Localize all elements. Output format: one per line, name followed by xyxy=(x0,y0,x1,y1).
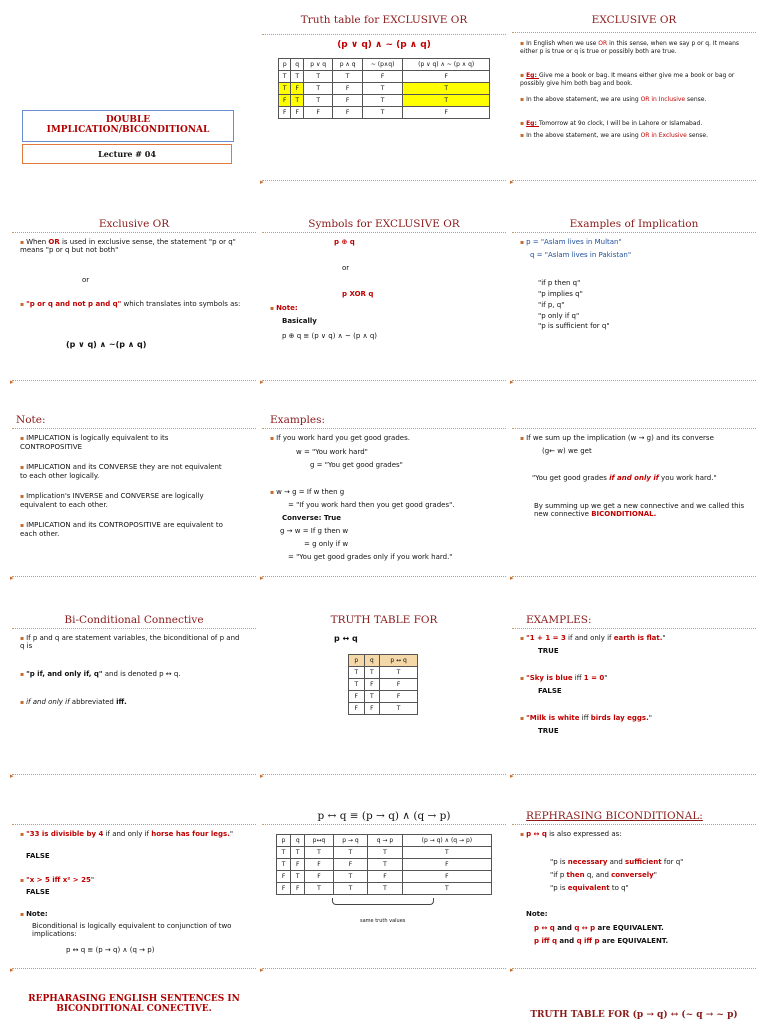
slide-title: Examples: xyxy=(270,414,326,426)
slide-equivalence-table xyxy=(262,810,506,1000)
slide-title: EXAMPLES: xyxy=(526,614,592,626)
bullet-icon: ▪ xyxy=(20,301,25,308)
table-cell: T xyxy=(362,107,403,119)
table-cell: F xyxy=(333,107,362,119)
slide-xor-symbols xyxy=(262,218,506,408)
truth-table xyxy=(276,834,492,895)
divider xyxy=(512,232,756,233)
slide-title: Exclusive OR xyxy=(98,218,170,230)
bullet-icon: ▪ xyxy=(270,489,275,496)
slide-title: Symbols for EXCLUSIVE OR xyxy=(308,218,460,230)
example-line: = g only if w xyxy=(304,540,349,548)
cover-title-line1: DOUBLE xyxy=(105,115,151,125)
slide-summing-up xyxy=(512,414,756,604)
table-cell: T xyxy=(277,859,291,871)
table-cell: T xyxy=(291,847,305,859)
header-cell: q xyxy=(291,835,305,847)
paragraph: ▪ Eg: Tomorrow at 9o clock, I will be in Lahore or Islamabad. xyxy=(520,120,703,127)
slide-bicond-more-examples xyxy=(12,810,256,1000)
bullet-icon: ▪ xyxy=(520,96,525,103)
slide-implication-examples xyxy=(512,218,756,408)
slide-rephrasing-english xyxy=(12,994,256,1024)
bullet-icon: ▪ xyxy=(270,305,275,312)
bullet-icon: ▪ xyxy=(520,72,525,79)
example-line: ▪ If you work hard you get good grades. xyxy=(270,434,410,442)
slide-rephrasing xyxy=(512,810,756,1000)
table-cell: T xyxy=(368,883,403,895)
corner-marker: ▸ xyxy=(510,378,514,386)
example-line: g = "You get good grades" xyxy=(310,461,403,469)
basically-label: Basically xyxy=(282,317,317,325)
bullet-icon: ▪ xyxy=(20,671,25,678)
divider xyxy=(512,774,756,775)
example-line: ▪ "Milk is white iff birds lay eggs." xyxy=(520,714,652,722)
header-cell: (p → q) ∧ (q → p) xyxy=(402,835,491,847)
truth-value: FALSE xyxy=(26,852,50,860)
bullet-icon: ▪ xyxy=(20,463,25,471)
bullet-icon: ▪ xyxy=(20,831,25,838)
text-line: ▪ If we sum up the implication (w → g) and its converse xyxy=(520,434,714,442)
brace-line xyxy=(332,898,434,905)
divider xyxy=(12,968,256,969)
paragraph: ▪ Eg: Give me a book or bag. It means either give me a book or bag or possibly give him both bag and book. xyxy=(520,72,735,88)
slide-bicond-examples xyxy=(512,614,756,804)
corner-marker: ▸ xyxy=(510,966,514,974)
corner-marker: ▸ xyxy=(510,772,514,780)
table-cell: F xyxy=(364,703,380,715)
divider xyxy=(12,576,256,577)
divider xyxy=(512,628,756,629)
table-cell: F xyxy=(349,691,365,703)
table-row xyxy=(279,107,490,119)
bullet-icon: ▪ xyxy=(20,699,25,706)
note-text: Biconditional is logically equivalent to conjunction of two implications: xyxy=(32,922,232,938)
slide-title: EXCLUSIVE OR xyxy=(591,14,677,26)
note-item-text: Implication's INVERSE and CONVERSE are logically equivalent to each other. xyxy=(20,491,204,510)
table-cell: T xyxy=(364,667,380,679)
table-cell: F xyxy=(380,691,418,703)
corner-marker: ▸ xyxy=(10,574,14,582)
note-item xyxy=(20,521,230,540)
table-cell: F xyxy=(362,71,403,83)
divider xyxy=(262,34,506,35)
or-text: or xyxy=(82,276,90,284)
table-cell: T xyxy=(368,859,403,871)
table-cell: F xyxy=(403,107,490,119)
table-cell: F xyxy=(403,71,490,83)
converse-label: Converse: True xyxy=(282,514,342,522)
table-cell: T xyxy=(305,847,333,859)
corner-marker: ▸ xyxy=(260,378,264,386)
divider xyxy=(512,824,756,825)
cover-title-line2: IMPLICATION/BICONDITIONAL xyxy=(46,125,210,135)
text-line: By summing up we get a new connective and we called this new connective BICONDITIONAL. xyxy=(534,502,745,518)
slide-note xyxy=(12,414,256,604)
header-cell: p xyxy=(279,59,291,71)
divider xyxy=(512,180,756,181)
bullet-icon: ▪ xyxy=(20,239,25,246)
bullet-icon: ▪ xyxy=(520,635,525,642)
bullet-icon: ▪ xyxy=(20,435,25,442)
table-header-row xyxy=(349,655,418,667)
corner-marker: ▸ xyxy=(510,178,514,186)
lecture-box xyxy=(22,144,232,164)
paragraph: ▪ In the above statement, we are using OR in Inclusive sense. xyxy=(520,96,707,103)
formula: (p ∨ q) ∧ ~ (p ∧ q) xyxy=(337,40,431,50)
table-cell: T xyxy=(277,847,291,859)
header-cell: p xyxy=(349,655,365,667)
table-cell: T xyxy=(402,883,491,895)
header-cell: p ↔ q xyxy=(380,655,418,667)
table-cell: F xyxy=(291,859,305,871)
table-cell: F xyxy=(291,83,303,95)
table-cell: F xyxy=(305,871,333,883)
note-label: ▪ Note: xyxy=(20,910,48,918)
subtitle: p ↔ q xyxy=(334,634,358,643)
text-line: ▪ p ↔ q is also expressed as: xyxy=(520,830,622,838)
table-cell: T xyxy=(333,883,368,895)
header-cell: p ∧ q xyxy=(333,59,362,71)
table-cell: F xyxy=(364,679,380,691)
table-row xyxy=(277,871,492,883)
bullet-icon: ▪ xyxy=(20,877,25,884)
formula: (p ∨ q) ∧ ~(p ∧ q) xyxy=(66,340,147,349)
example-line: = "If you work hard then you get good grades". xyxy=(288,501,455,509)
bullet-icon: ▪ xyxy=(20,635,25,642)
text-line: "p is equivalent to q" xyxy=(550,884,629,892)
table-cell: T xyxy=(364,691,380,703)
table-row xyxy=(349,679,418,691)
example-line: w = "You work hard" xyxy=(296,448,368,456)
note-item-text: IMPLICATION is logically equivalent to its CONTROPOSITIVE xyxy=(20,434,169,452)
example-line: ▪ "Sky is blue iff 1 = 0" xyxy=(520,674,608,682)
note-label: Note: xyxy=(526,910,548,918)
slide-title: TRUTH TABLE FOR xyxy=(330,614,438,626)
example-line: ▪ w → g = If w then g xyxy=(270,488,345,496)
table-cell: T xyxy=(380,667,418,679)
text-line: ▪ "p if, and only if, q" and is denoted p ↔ q. xyxy=(20,670,181,678)
table-cell: T xyxy=(362,83,403,95)
text-line: (g← w) we get xyxy=(542,447,592,455)
note-item-text: IMPLICATION and its CONVERSE they are not equivalent to each other logically. xyxy=(20,462,222,481)
divider xyxy=(512,32,756,33)
table-cell: F xyxy=(279,107,291,119)
p-definition: ▪ p = "Aslam lives in Multan" xyxy=(520,238,622,246)
divider xyxy=(512,428,756,429)
table-cell: F xyxy=(368,871,403,883)
text-line: ▪ if and only if abbreviated iff. xyxy=(20,698,127,706)
table-cell: T xyxy=(333,71,362,83)
bullet-icon: ▪ xyxy=(20,911,25,918)
table-cell: F xyxy=(305,859,333,871)
table-row xyxy=(279,83,490,95)
table-row xyxy=(349,667,418,679)
corner-marker: ▸ xyxy=(510,574,514,582)
table-cell: T xyxy=(305,883,333,895)
divider xyxy=(262,824,506,825)
divider xyxy=(12,824,256,825)
corner-marker: ▸ xyxy=(260,772,264,780)
paragraph: ▪ "p or q and not p and q" which translates into symbols as: xyxy=(20,300,241,308)
slide-truth-table-contrapositive xyxy=(512,1010,756,1024)
truth-value: FALSE xyxy=(538,687,562,695)
header-cell: q xyxy=(291,59,303,71)
truth-table xyxy=(348,654,418,715)
table-cell: T xyxy=(403,95,490,107)
slide-title-line1: REPHARASING ENGLISH SENTENCES IN xyxy=(28,994,240,1004)
divider xyxy=(512,380,756,381)
table-cell: F xyxy=(277,871,291,883)
symbol-oplus: p ⊕ q xyxy=(334,238,355,246)
bullet-icon: ▪ xyxy=(520,40,525,47)
note-label: ▪ Note: xyxy=(270,304,298,312)
table-row xyxy=(277,847,492,859)
table-cell: F xyxy=(380,679,418,691)
table-row xyxy=(279,71,490,83)
bullet-icon: ▪ xyxy=(520,239,525,246)
table-row xyxy=(277,883,492,895)
divider xyxy=(262,428,506,429)
divider xyxy=(262,380,506,381)
implication-form: "p is sufficient for q" xyxy=(538,322,610,331)
slide-biconditional xyxy=(12,614,256,804)
truth-value: TRUE xyxy=(538,727,559,735)
slide-title: Note: xyxy=(16,414,46,426)
table-row xyxy=(279,95,490,107)
table-cell: T xyxy=(303,71,332,83)
slide-title-line2: BICONDITIONAL CONECTIVE. xyxy=(56,1004,212,1014)
header-cell: q xyxy=(364,655,380,667)
corner-marker: ▸ xyxy=(10,966,14,974)
table-cell: F xyxy=(291,107,303,119)
corner-marker: ▸ xyxy=(260,574,264,582)
text-line: "You get good grades if and only if you work hard." xyxy=(532,474,717,482)
note-list xyxy=(20,434,230,550)
header-cell: p xyxy=(277,835,291,847)
header-cell: ~ (p∧q) xyxy=(362,59,403,71)
table-cell: T xyxy=(333,847,368,859)
table-cell: F xyxy=(333,859,368,871)
slide-exclusive-or xyxy=(12,218,256,408)
divider xyxy=(262,774,506,775)
text-line: ▪ If p and q are statement variables, the biconditional of p and q is xyxy=(20,634,240,650)
table-cell: T xyxy=(333,871,368,883)
slide-cover xyxy=(12,14,256,204)
cover-title-box xyxy=(22,110,234,142)
divider xyxy=(262,180,506,181)
slide-examples xyxy=(262,414,506,604)
table-cell: T xyxy=(291,95,303,107)
slide-title: TRUTH TABLE FOR (p → q) ↔ (~ q → ~ p) xyxy=(530,1010,738,1020)
note-line: p ↔ q and q ↔ p are EQUIVALENT. xyxy=(534,924,664,932)
implication-form: "p only if q" xyxy=(538,311,580,320)
note-item xyxy=(20,434,230,453)
divider xyxy=(262,576,506,577)
divider xyxy=(12,628,256,629)
corner-marker: ▸ xyxy=(10,772,14,780)
table-cell: T xyxy=(349,667,365,679)
paragraph: ▪ When OR is used in exclusive sense, the statement "p or q" means "p or q but not both" xyxy=(20,238,236,254)
divider xyxy=(12,380,256,381)
table-cell: F xyxy=(333,95,362,107)
divider xyxy=(262,968,506,969)
slide-exclusive-or-def xyxy=(512,14,756,204)
implication-form: "if p then q" xyxy=(538,279,581,287)
example-line: = "You get good grades only if you work hard." xyxy=(288,553,453,561)
table-cell: T xyxy=(403,83,490,95)
table-row xyxy=(349,703,418,715)
table-cell: F xyxy=(291,883,305,895)
example-line: ▪ "1 + 1 = 3 if and only if earth is flat." xyxy=(520,634,666,642)
bullet-icon: ▪ xyxy=(520,120,525,127)
table-cell: T xyxy=(362,95,403,107)
header-cell: p↔q xyxy=(305,835,333,847)
table-cell: T xyxy=(279,71,291,83)
slide-title: Truth table for EXCLUSIVE OR xyxy=(300,14,468,26)
note-item xyxy=(20,463,230,482)
bullet-icon: ▪ xyxy=(20,492,25,500)
slide-xor-truth-table xyxy=(262,14,506,204)
table-cell: F xyxy=(402,871,491,883)
table-header-row xyxy=(277,835,492,847)
divider xyxy=(262,232,506,233)
table-cell: F xyxy=(333,83,362,95)
corner-marker: ▸ xyxy=(260,966,264,974)
bullet-icon: ▪ xyxy=(520,831,525,838)
bullet-icon: ▪ xyxy=(520,715,525,722)
header-cell: p ∨ q xyxy=(303,59,332,71)
paragraph: ▪ In English when we use OR in this sense, when we say p or q. It means either p is true or q is true or possibly both are true. xyxy=(520,40,740,56)
q-definition: q = "Aslam lives in Pakistan" xyxy=(530,251,632,259)
table-cell: T xyxy=(291,871,305,883)
divider xyxy=(512,968,756,969)
slide-title: REPHRASING BICONDITIONAL: xyxy=(526,810,703,822)
table-cell: F xyxy=(402,859,491,871)
table-row xyxy=(277,859,492,871)
symbol-xor: p XOR q xyxy=(342,290,374,298)
table-cell: T xyxy=(279,83,291,95)
text-line: "if p then q, and conversely" xyxy=(550,871,657,879)
implication-form: "p implies q" xyxy=(538,289,583,298)
slide-title: p ↔ q ≡ (p → q) ∧ (q → p) xyxy=(317,810,451,822)
table-cell: T xyxy=(291,71,303,83)
example-line: ▪ "33 is divisible by 4 if and only if horse has four legs." xyxy=(20,830,234,838)
implication-forms xyxy=(538,278,610,332)
slide-title: Examples of Implication xyxy=(569,218,699,230)
divider xyxy=(512,576,756,577)
slide-title: Bi-Conditional Connective xyxy=(64,614,204,626)
note-item xyxy=(20,492,230,511)
divider xyxy=(12,428,256,429)
table-cell: F xyxy=(277,883,291,895)
bullet-icon: ▪ xyxy=(520,435,525,442)
table-cell: T xyxy=(402,847,491,859)
lecture-label: Lecture # 04 xyxy=(98,149,156,159)
slide-bicond-truth-table xyxy=(262,614,506,804)
text-line: "p is necessary and sufficient for q" xyxy=(550,858,684,866)
truth-value: FALSE xyxy=(26,888,50,896)
header-cell: p → q xyxy=(333,835,368,847)
note-item-text: IMPLICATION and its CONTROPOSITIVE are equivalent to each other. xyxy=(20,520,223,539)
example-line: ▪ "x > 5 iff x² > 25" xyxy=(20,876,95,884)
corner-marker: ▸ xyxy=(10,378,14,386)
header-cell: q → p xyxy=(368,835,403,847)
header-cell: (p ∨ q) ∧ ~ (p ∧ q) xyxy=(403,59,490,71)
bullet-icon: ▪ xyxy=(270,435,275,442)
table-cell: T xyxy=(303,83,332,95)
implication-form: "if p, q" xyxy=(538,300,565,309)
bullet-icon: ▪ xyxy=(20,521,25,529)
divider xyxy=(12,232,256,233)
table-cell: T xyxy=(349,679,365,691)
truth-value: TRUE xyxy=(538,647,559,655)
brace-label: same truth values xyxy=(360,918,406,924)
bullet-icon: ▪ xyxy=(520,675,525,682)
corner-marker: ▸ xyxy=(260,178,264,186)
table-cell: F xyxy=(303,107,332,119)
table-cell: F xyxy=(279,95,291,107)
note-formula: p ↔ q ≡ (p → q) ∧ (q → p) xyxy=(66,946,155,954)
equivalence: p ⊕ q ≡ (p ∨ q) ∧ ~ (p ∧ q) xyxy=(282,332,378,340)
paragraph: ▪ In the above statement, we are using OR in Exclusive sense. xyxy=(520,132,709,139)
divider xyxy=(12,774,256,775)
table-cell: T xyxy=(380,703,418,715)
note-line: p iff q and q iff p are EQUIVALENT. xyxy=(534,937,669,945)
bullet-icon: ▪ xyxy=(520,132,525,139)
table-cell: F xyxy=(349,703,365,715)
table-row xyxy=(349,691,418,703)
table-cell: T xyxy=(368,847,403,859)
truth-table xyxy=(278,58,490,119)
or-text: or xyxy=(342,264,350,272)
example-line: g → w = If g then w xyxy=(280,527,349,535)
table-cell: T xyxy=(303,95,332,107)
table-header-row xyxy=(279,59,490,71)
